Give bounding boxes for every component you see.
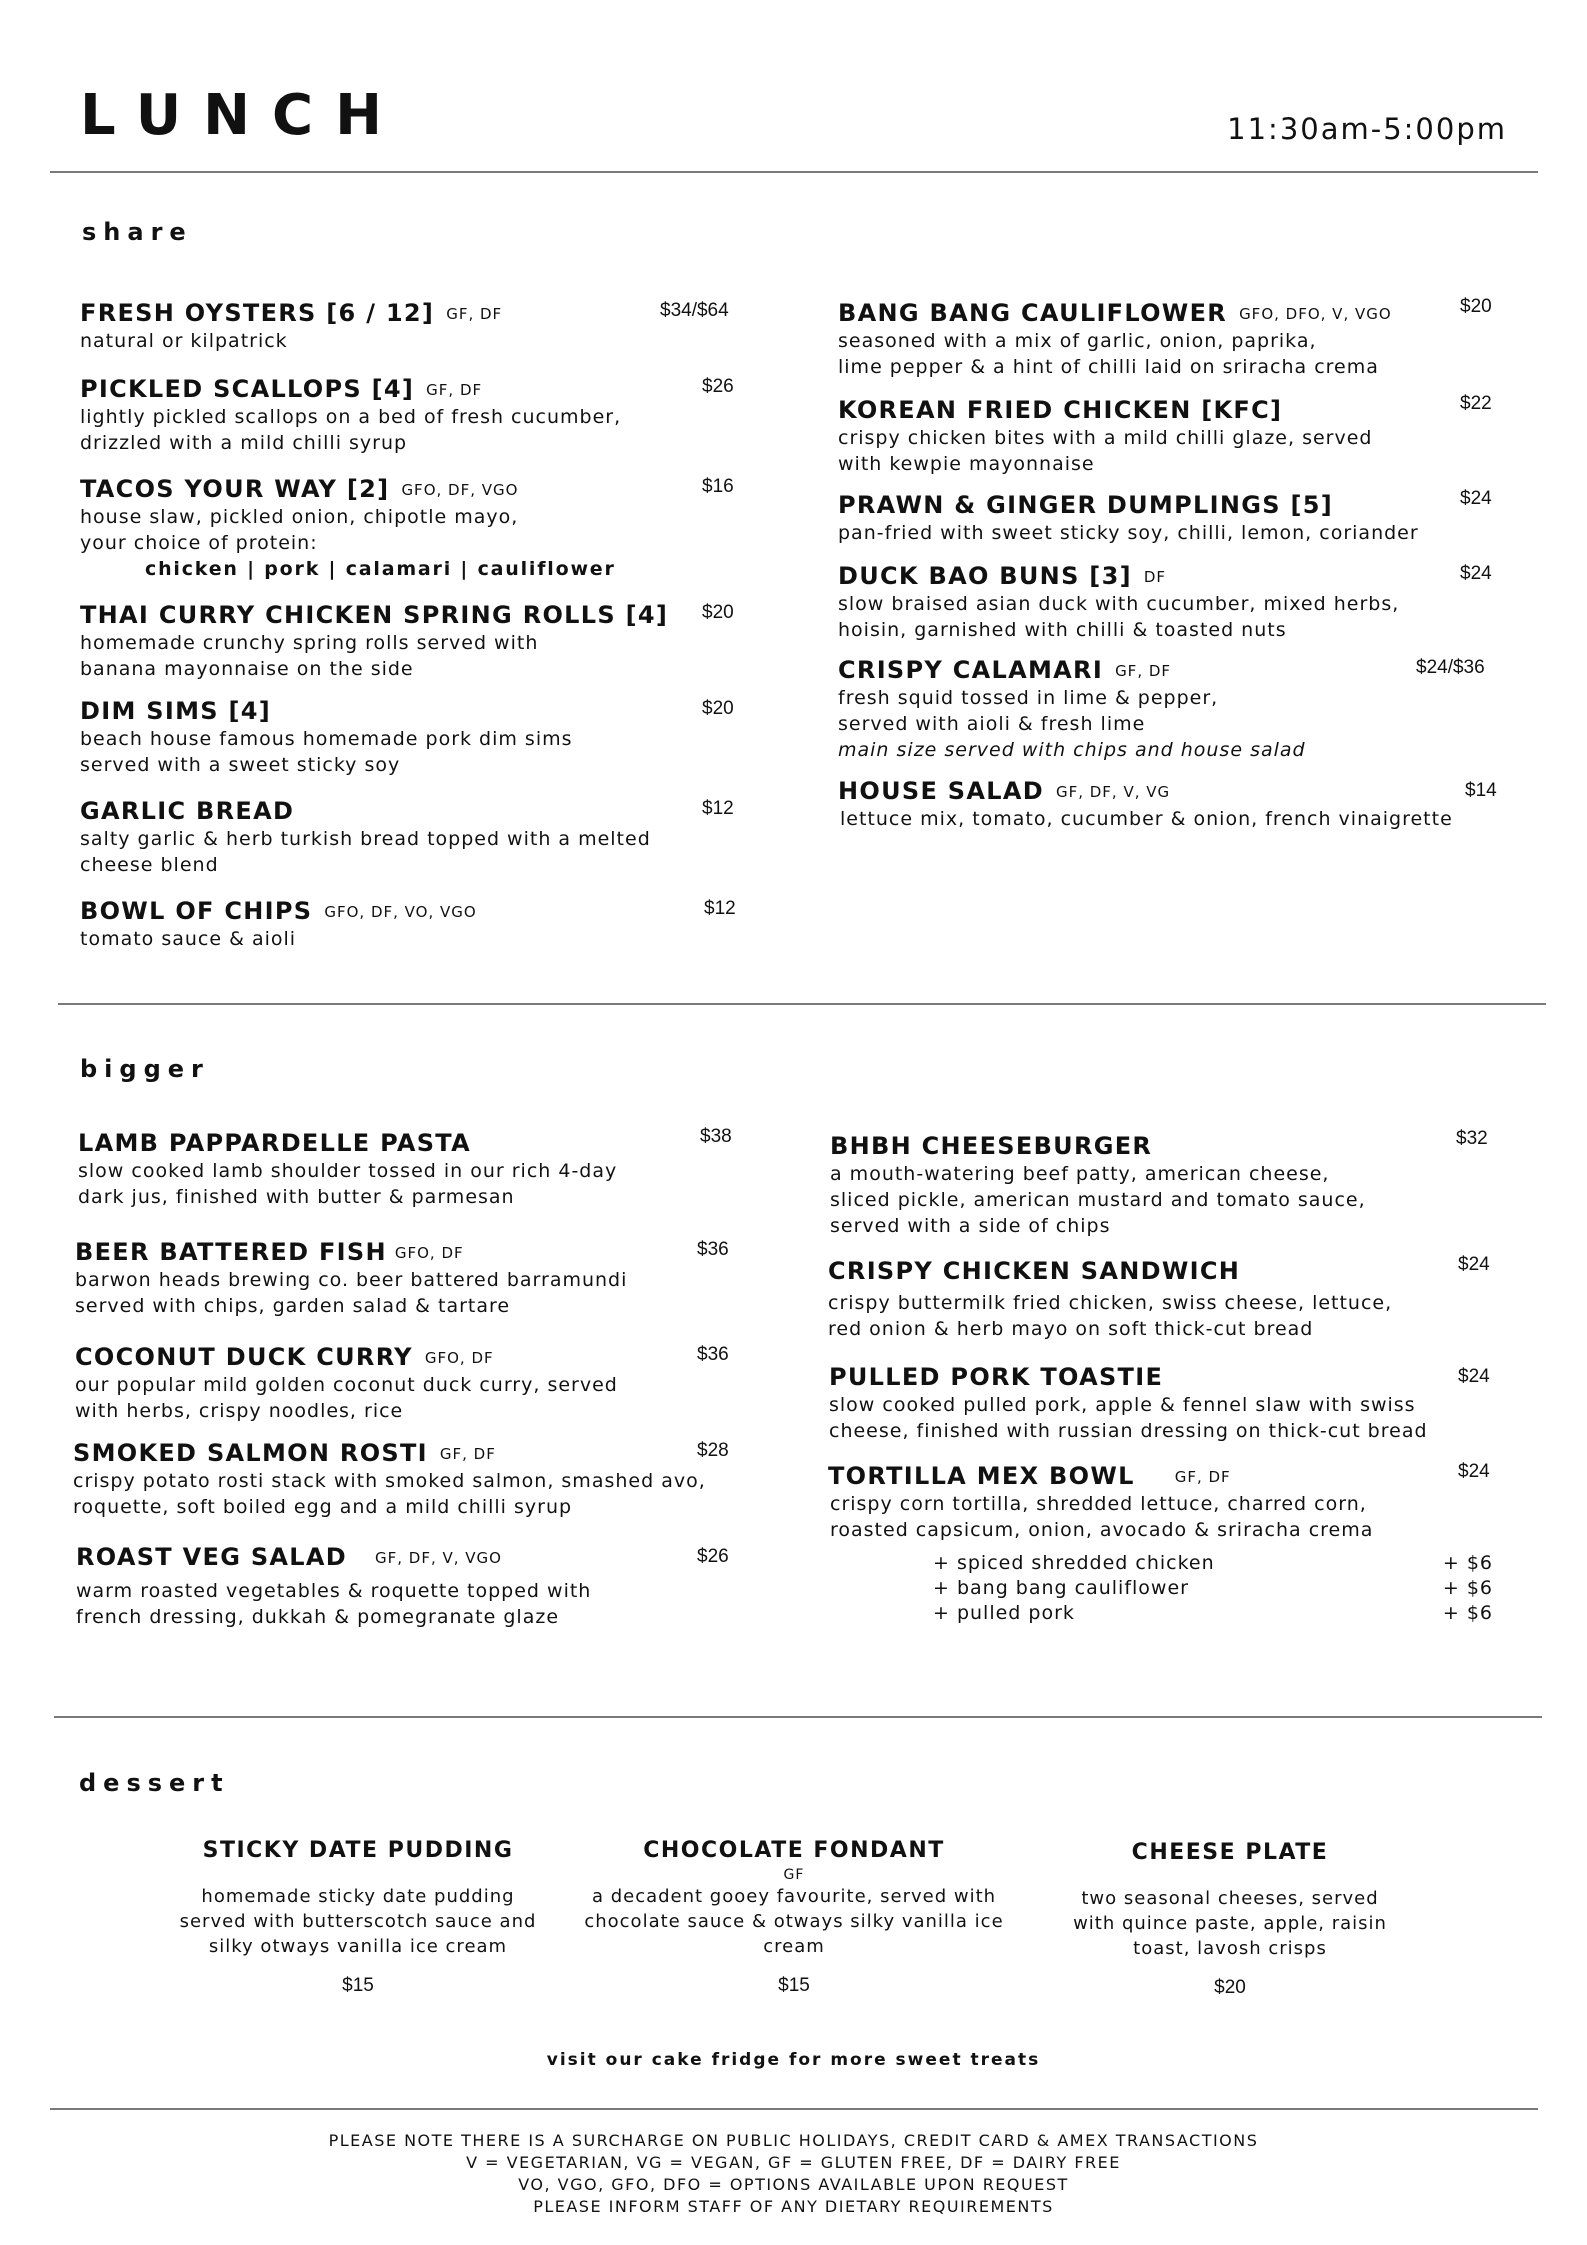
item-description: beach house famous homemade pork dim sims served with a sweet sticky soy [80, 728, 573, 776]
item-name: BANG BANG CAULIFLOWER [838, 299, 1228, 327]
dessert-dietary-tags [148, 1866, 568, 1884]
footer-notes [0, 2130, 1587, 2218]
item-price: $20 [1460, 296, 1492, 317]
item-description: natural or kilpatrick [80, 330, 288, 352]
item-description: slow cooked pulled pork, apple & fennel slaw with swiss cheese, finished with russian dressing on thick-cut bread [829, 1394, 1428, 1442]
item-description: our popular mild golden coconut duck curry, served with herbs, crispy noodles, rice [75, 1374, 618, 1422]
item-description: seasoned with a mix of garlic, onion, paprika, lime pepper & a hint of chilli laid on sriracha crema [838, 330, 1379, 378]
footer-divider [50, 2108, 1538, 2110]
item-price: $14 [1465, 780, 1497, 801]
menu-item [830, 1128, 1490, 1239]
item-dietary-tags: GF, DF, V, VG [1055, 783, 1171, 801]
dessert-price: $20 [1214, 1977, 1246, 1998]
menu-item [75, 1237, 735, 1319]
menu-item [838, 655, 1498, 763]
item-description: a mouth-watering beef patty, american cheese, sliced pickle, american mustard and tomato sauce, served with a side of chips [830, 1163, 1366, 1237]
footer-line-surcharge: PLEASE NOTE THERE IS A SURCHARGE ON PUBLIC HOLIDAYS, CREDIT CARD & AMEX TRANSACTIONS [328, 2131, 1259, 2150]
menu-item [80, 474, 740, 582]
item-name: PRAWN & GINGER DUMPLINGS [5] [838, 491, 1333, 519]
item-description: lettuce mix, tomato, cucumber & onion, french vinaigrette [840, 808, 1453, 830]
dessert-dietary-tags: GF [783, 1867, 805, 1883]
item-price: $24 [1460, 488, 1492, 509]
item-dietary-tags: GF, DF [1115, 662, 1172, 680]
item-price: $24/$36 [1416, 657, 1485, 678]
item-dietary-tags: GFO, DF [394, 1244, 464, 1262]
dessert-dietary-tags [1020, 1868, 1440, 1886]
menu-item [80, 374, 740, 456]
addon-option [933, 1601, 1493, 1626]
item-name: CRISPY CALAMARI [838, 656, 1104, 684]
addon-price: + $6 [1442, 1602, 1493, 1624]
item-name: THAI CURRY CHICKEN SPRING ROLLS [4] [80, 601, 669, 629]
dessert-name: CHEESE PLATE [1131, 1840, 1329, 1865]
item-name: ROAST VEG SALAD [76, 1543, 347, 1571]
dessert-name: CHOCOLATE FONDANT [643, 1838, 945, 1863]
addon-label: + spiced shredded chicken [933, 1552, 1215, 1574]
item-price: $16 [702, 476, 734, 497]
item-price: $38 [700, 1126, 732, 1147]
item-name: TACOS YOUR WAY [2] [80, 475, 390, 503]
tortilla-addons [933, 1551, 1493, 1626]
item-description: barwon heads brewing co. beer battered barramundi served with chips, garden salad & tartare [75, 1269, 628, 1317]
item-description: tomato sauce & aioli [80, 928, 297, 950]
menu-item [73, 1438, 733, 1520]
menu-item [838, 561, 1498, 643]
item-price: $22 [1460, 393, 1492, 414]
dessert-price: $15 [342, 1975, 374, 1996]
bigger-divider [54, 1716, 1542, 1718]
item-name: FRESH OYSTERS [6 / 12] [80, 299, 435, 327]
menu-item [80, 696, 740, 778]
item-name: CRISPY CHICKEN SANDWICH [828, 1257, 1241, 1285]
item-name: PULLED PORK TOASTIE [829, 1363, 1164, 1391]
item-name: COCONUT DUCK CURRY [75, 1343, 413, 1371]
item-price: $24 [1458, 1461, 1490, 1482]
menu-item [828, 1461, 1488, 1543]
footer-line-dietary: PLEASE INFORM STAFF OF ANY DIETARY REQUIREMENTS [533, 2197, 1054, 2216]
item-dietary-tags: GFO, DF [424, 1349, 494, 1367]
section-title-dessert: dessert [79, 1769, 230, 1797]
footer-line-legend: V = VEGETARIAN, VG = VEGAN, GF = GLUTEN FREE, DF = DAIRY FREE [466, 2153, 1121, 2172]
dessert-price: $15 [778, 1975, 810, 1996]
header-divider [50, 171, 1538, 173]
menu-item [838, 298, 1498, 380]
item-dietary-tags: GF, DF [439, 1445, 496, 1463]
menu-item [78, 1128, 738, 1210]
addon-option [933, 1576, 1493, 1601]
menu-item [828, 1256, 1488, 1342]
menu-item [838, 490, 1498, 546]
opening-hours: 11:30am-5:00pm [1227, 112, 1507, 146]
addon-label: + bang bang cauliflower [933, 1577, 1189, 1599]
section-title-bigger: bigger [80, 1055, 210, 1083]
addon-price: + $6 [1442, 1552, 1493, 1574]
dessert-description: homemade sticky date pudding served with butterscotch sauce and silky otways vanilla ice cream [179, 1886, 537, 1957]
item-name: DUCK BAO BUNS [3] [838, 562, 1132, 590]
item-price: $28 [697, 1440, 729, 1461]
item-price: $20 [702, 698, 734, 719]
page-title: LUNCH [80, 83, 404, 148]
item-note: main size served with chips and house salad [838, 739, 1306, 761]
dessert-description: two seasonal cheeses, served with quince paste, apple, raisin toast, lavosh crisps [1073, 1888, 1387, 1959]
share-divider [58, 1003, 1546, 1005]
addon-label: + pulled pork [933, 1602, 1075, 1624]
item-dietary-tags: GFO, DFO, V, VGO [1239, 305, 1392, 323]
item-description: house slaw, pickled onion, chipotle mayo, your choice of protein: [80, 506, 519, 554]
menu-item [75, 1342, 735, 1424]
item-name: DIM SIMS [4] [80, 697, 272, 725]
protein-choices: chicken | pork | calamari | cauliflower [145, 558, 616, 580]
item-description: homemade crunchy spring rolls served with banana mayonnaise on the side [80, 632, 539, 680]
item-price: $24 [1458, 1254, 1490, 1275]
menu-item [829, 1362, 1489, 1444]
item-name: TORTILLA MEX BOWL [828, 1462, 1135, 1490]
item-dietary-tags: GFO, DF, VGO [401, 481, 519, 499]
dessert-description: a decadent gooey favourite, served with chocolate sauce & otways silky vanilla ice cream [584, 1886, 1004, 1957]
menu-item [80, 298, 740, 354]
item-description: crispy corn tortilla, shredded lettuce, charred corn, roasted capsicum, onion, avocado & sriracha crema [830, 1493, 1374, 1541]
item-description: crispy chicken bites with a mild chilli glaze, served with kewpie mayonnaise [838, 427, 1373, 475]
menu-item [80, 796, 740, 878]
item-description: crispy buttermilk fried chicken, swiss cheese, lettuce, red onion & herb mayo on soft thick-cut bread [828, 1292, 1393, 1340]
addon-price: + $6 [1442, 1577, 1493, 1599]
item-name: GARLIC BREAD [80, 797, 295, 825]
item-dietary-tags: DF [1143, 568, 1167, 586]
item-dietary-tags: GF, DF [426, 381, 483, 399]
dessert-item [584, 1836, 1004, 1999]
item-price: $26 [702, 376, 734, 397]
item-dietary-tags: GFO, DF, VO, VGO [324, 903, 477, 921]
item-price: $36 [697, 1344, 729, 1365]
item-name: LAMB PAPPARDELLE PASTA [78, 1129, 471, 1157]
menu-item [80, 896, 740, 952]
dessert-item [148, 1836, 568, 1999]
footer-line-options: VO, VGO, GFO, DFO = OPTIONS AVAILABLE UPON REQUEST [518, 2175, 1069, 2194]
item-price: $20 [702, 602, 734, 623]
item-price: $32 [1456, 1128, 1488, 1149]
item-name: HOUSE SALAD [838, 777, 1044, 805]
item-price: $24 [1460, 563, 1492, 584]
item-name: PICKLED SCALLOPS [4] [80, 375, 415, 403]
item-name: BHBH CHEESEBURGER [830, 1132, 1153, 1160]
menu-item [80, 600, 740, 682]
cake-fridge-note: visit our cake fridge for more sweet treats [546, 2050, 1041, 2070]
item-description: crispy potato rosti stack with smoked salmon, smashed avo, roquette, soft boiled egg and a mild chilli syrup [73, 1470, 706, 1518]
section-title-share: share [82, 218, 193, 246]
item-price: $36 [697, 1239, 729, 1260]
item-name: SMOKED SALMON ROSTI [73, 1439, 428, 1467]
item-description: slow cooked lamb shoulder tossed in our rich 4-day dark jus, finished with butter & parmesan [78, 1160, 618, 1208]
item-name: KOREAN FRIED CHICKEN [KFC] [838, 396, 1283, 424]
item-dietary-tags: GF, DF [446, 305, 503, 323]
item-price: $12 [702, 798, 734, 819]
item-price: $26 [697, 1546, 729, 1567]
item-description: lightly pickled scallops on a bed of fresh cucumber, drizzled with a mild chilli syrup [80, 406, 622, 454]
item-description: slow braised asian duck with cucumber, mixed herbs, hoisin, garnished with chilli & toasted nuts [838, 593, 1400, 641]
item-name: BOWL OF CHIPS [80, 897, 313, 925]
dessert-item [1020, 1838, 1440, 2001]
item-name: BEER BATTERED FISH [75, 1238, 387, 1266]
item-price: $12 [704, 898, 736, 919]
item-price: $34/$64 [660, 300, 729, 321]
item-price: $24 [1458, 1366, 1490, 1387]
dessert-name: STICKY DATE PUDDING [202, 1838, 514, 1863]
item-dietary-tags: GF, DF [1174, 1468, 1231, 1486]
item-description: warm roasted vegetables & roquette topped with french dressing, dukkah & pomegranate glaze [76, 1580, 592, 1628]
menu-item [76, 1542, 736, 1630]
item-description: pan-fried with sweet sticky soy, chilli, lemon, coriander [838, 522, 1419, 544]
addon-option [933, 1551, 1493, 1576]
item-dietary-tags: GF, DF, V, VGO [375, 1549, 502, 1567]
menu-item [838, 395, 1498, 477]
item-description: salty garlic & herb turkish bread topped with a melted cheese blend [80, 828, 651, 876]
menu-item [838, 776, 1498, 832]
item-description: fresh squid tossed in lime & pepper, served with aioli & fresh lime [838, 687, 1219, 735]
